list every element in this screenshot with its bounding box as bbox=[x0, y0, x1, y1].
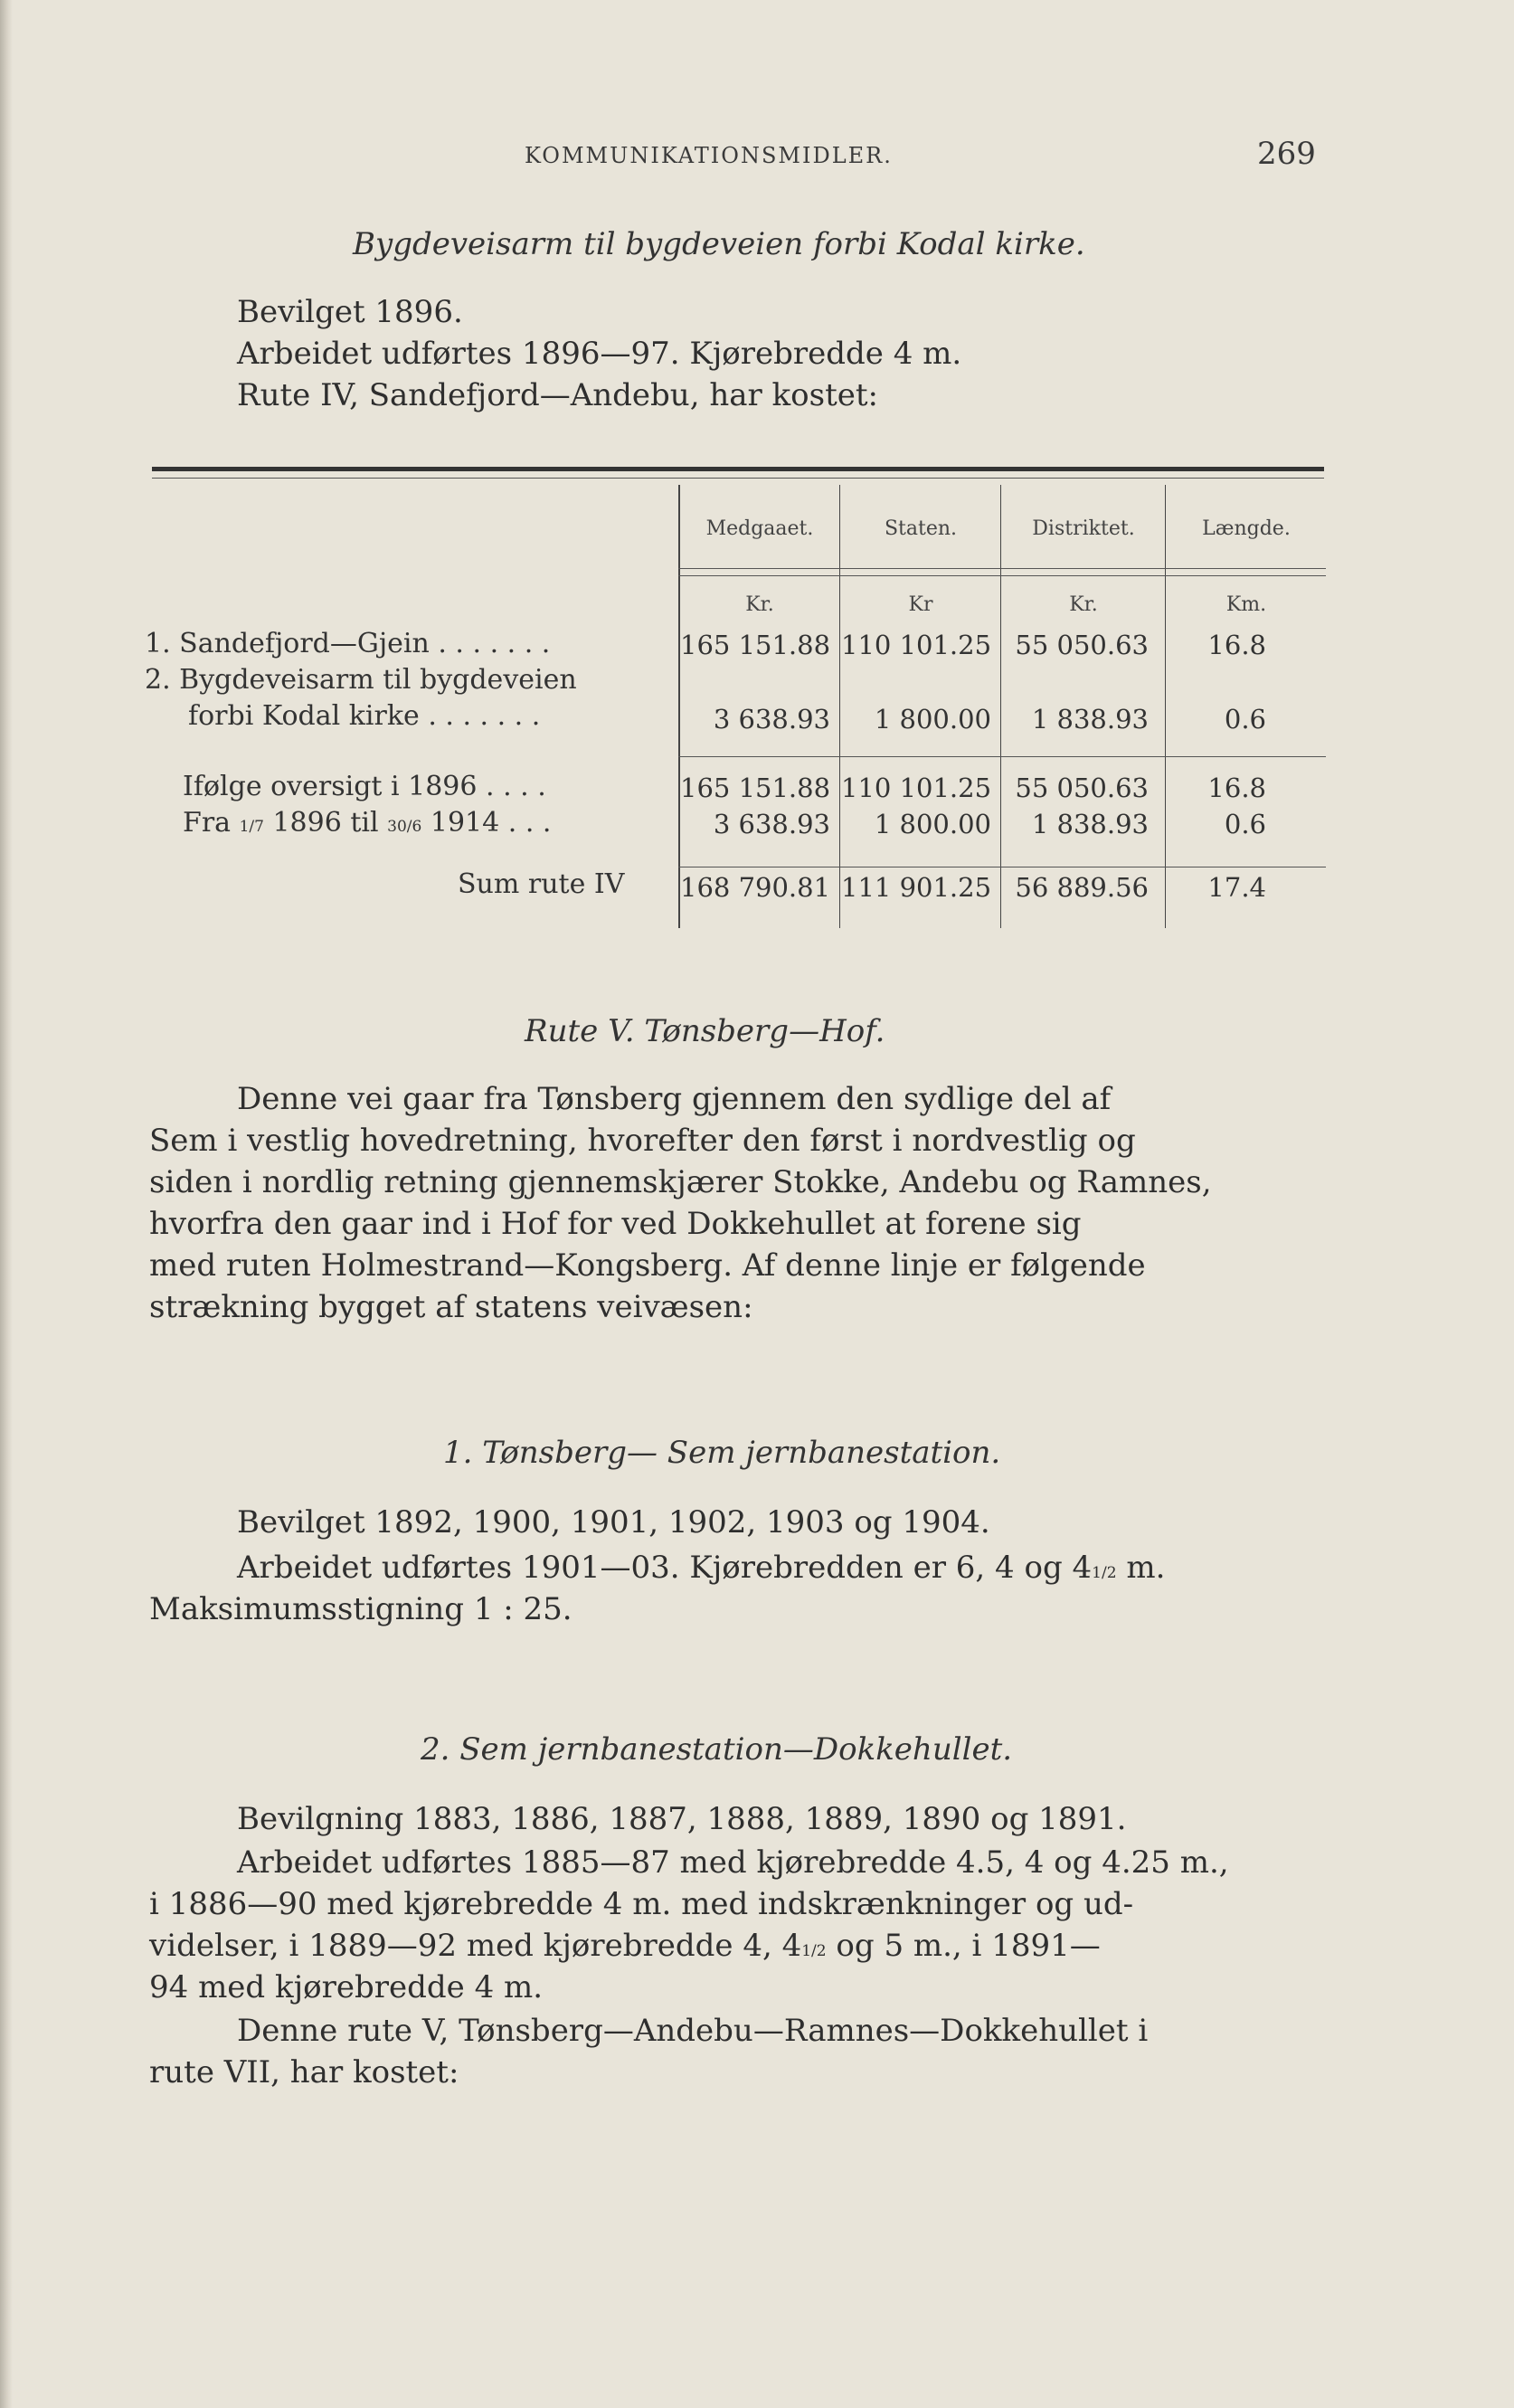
text-span: og 5 m., i 1891— bbox=[826, 1928, 1101, 1964]
text-line: Arbeidet udførtes 1896—97. Kjørebredde 4 m. bbox=[237, 336, 962, 372]
unit-label: Km. bbox=[1225, 593, 1267, 616]
unit-label: Kr. bbox=[745, 593, 774, 616]
cell-value: 165 151.88 bbox=[680, 773, 831, 803]
paragraph-line: Sem i vestlig hovedretning, hvorefter den først i nordvestlig og bbox=[149, 1123, 1136, 1159]
cell-value: 1 800.00 bbox=[874, 704, 991, 735]
paragraph-line: hvorfra den gaar ind i Hof for ved Dokkehullet at forene sig bbox=[149, 1206, 1082, 1242]
row-label bbox=[183, 807, 551, 839]
paragraph-line: strækning bygget af statens veivæsen: bbox=[149, 1289, 753, 1325]
label-text: 1914 . . . bbox=[421, 807, 552, 839]
cell-value: 55 050.63 bbox=[1015, 630, 1149, 660]
cell-value: 110 101.25 bbox=[841, 630, 992, 660]
row-label: 2. Bygdeveisarm til bygdeveien bbox=[145, 664, 577, 696]
fraction: 1/2 bbox=[801, 1942, 827, 1960]
unit-label: Kr. bbox=[1069, 593, 1098, 616]
column-divider bbox=[839, 485, 840, 928]
text-line: Denne rute V, Tønsberg—Andebu—Ramnes—Dokkehullet i bbox=[237, 2013, 1149, 2049]
text-line: Rute IV, Sandefjord—Andebu, har kostet: bbox=[237, 377, 878, 413]
column-divider bbox=[1000, 485, 1001, 928]
cell-value: 1 800.00 bbox=[874, 809, 991, 839]
header-rule bbox=[678, 568, 1326, 569]
cell-value: 0.6 bbox=[1224, 704, 1266, 735]
text-span: m. bbox=[1116, 1550, 1166, 1586]
cell-value: 55 050.63 bbox=[1015, 773, 1149, 803]
row-group-rule bbox=[678, 756, 1326, 757]
column-divider bbox=[1165, 485, 1166, 928]
paragraph-line: siden i nordlig retning gjennemskjærer Stokke, Andebu og Ramnes, bbox=[149, 1164, 1212, 1200]
text-line bbox=[149, 1925, 1101, 1972]
header-rule bbox=[678, 575, 1326, 576]
table-top-rule-thin bbox=[152, 478, 1324, 479]
cell-value: 1 838.93 bbox=[1031, 704, 1149, 735]
row-label: Ifølge oversigt i 1896 . . . . bbox=[183, 771, 546, 802]
section-title-rute-v: Rute V. Tønsberg—Hof. bbox=[525, 1013, 885, 1049]
text-line: 94 med kjørebredde 4 m. bbox=[149, 1969, 544, 2005]
cell-value: 3 638.93 bbox=[713, 809, 830, 839]
paragraph-line: Denne vei gaar fra Tønsberg gjennem den sydlige del af bbox=[237, 1081, 1112, 1117]
label-text: 1896 til bbox=[263, 807, 388, 839]
section-title-sem-dokkehullet: 2. Sem jernbanestation—Dokkehullet. bbox=[421, 1731, 1013, 1768]
sum-value: 168 790.81 bbox=[680, 872, 831, 903]
sum-label: Sum rute IV bbox=[458, 868, 625, 900]
text-line: Arbeidet udførtes 1885—87 med kjørebredde 4.5, 4 og 4.25 m., bbox=[237, 1844, 1229, 1881]
column-header-laengde: Længde. bbox=[1202, 517, 1291, 540]
label-text: Fra bbox=[183, 807, 240, 839]
cell-value: 16.8 bbox=[1207, 773, 1266, 803]
text-line: Bevilget 1892, 1900, 1901, 1902, 1903 og 1904. bbox=[237, 1504, 990, 1541]
text-span: videlser, i 1889—92 med kjørebredde 4, 4 bbox=[149, 1928, 802, 1964]
unit-label: Kr bbox=[908, 593, 933, 616]
text-line bbox=[237, 1547, 1165, 1594]
page-number: 269 bbox=[1257, 136, 1316, 172]
text-line: Maksimumsstigning 1 : 25. bbox=[149, 1591, 572, 1627]
column-header-staten: Staten. bbox=[884, 517, 958, 540]
section-title-tonsberg-sem: 1. Tønsberg— Sem jernbanestation. bbox=[443, 1435, 1001, 1471]
text-line: Bevilgning 1883, 1886, 1887, 1888, 1889, 1890 og 1891. bbox=[237, 1801, 1127, 1837]
column-header-distriktet: Distriktet. bbox=[1032, 517, 1135, 540]
cell-value: 16.8 bbox=[1207, 630, 1266, 660]
sum-value: 111 901.25 bbox=[841, 872, 992, 903]
cell-value: 110 101.25 bbox=[841, 773, 992, 803]
text-line: Bevilget 1896. bbox=[237, 294, 463, 330]
cell-value: 3 638.93 bbox=[713, 704, 830, 735]
row-label-continued: forbi Kodal kirke . . . . . . . bbox=[188, 700, 541, 732]
cell-value: 0.6 bbox=[1224, 809, 1266, 839]
paragraph-line: med ruten Holmestrand—Kongsberg. Af denne linje er følgende bbox=[149, 1247, 1146, 1284]
cost-table bbox=[145, 467, 1326, 919]
sum-value: 56 889.56 bbox=[1015, 872, 1149, 903]
sum-value: 17.4 bbox=[1207, 872, 1266, 903]
text-line: rute VII, har kostet: bbox=[149, 2054, 459, 2090]
cell-value: 165 151.88 bbox=[680, 630, 831, 660]
fraction: 1/2 bbox=[1092, 1564, 1117, 1582]
fraction: 30/6 bbox=[387, 818, 422, 836]
column-header-medgaaet: Medgaaet. bbox=[705, 517, 814, 540]
running-head: KOMMUNIKATIONSMIDLER. bbox=[525, 143, 893, 168]
section-title-bygdeveisarm: Bygdeveisarm til bygdeveien forbi Kodal kirke. bbox=[353, 226, 1085, 262]
fraction: 1/7 bbox=[239, 818, 264, 836]
text-line: i 1886—90 med kjørebredde 4 m. med indskrænkninger og ud- bbox=[149, 1886, 1134, 1922]
row-label: 1. Sandefjord—Gjein . . . . . . . bbox=[145, 628, 551, 659]
table-top-rule bbox=[152, 467, 1324, 471]
text-span: Arbeidet udførtes 1901—03. Kjørebredden er 6, 4 og 4 bbox=[237, 1550, 1093, 1586]
cell-value: 1 838.93 bbox=[1031, 809, 1149, 839]
